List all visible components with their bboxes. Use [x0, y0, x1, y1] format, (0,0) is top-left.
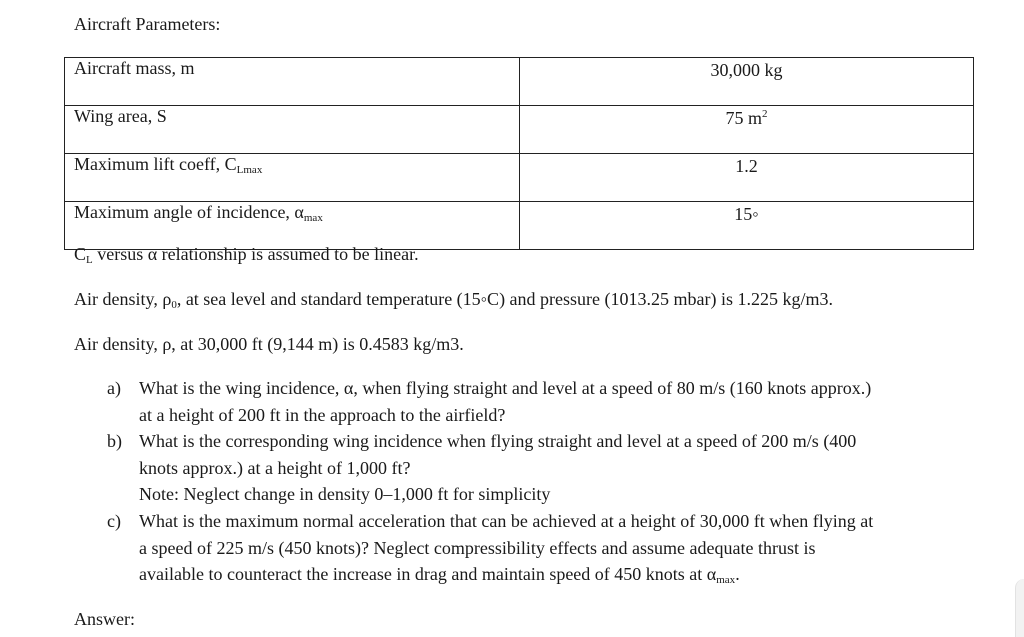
question-a-letter: a) [107, 378, 121, 398]
table-row [65, 154, 974, 202]
altitude-density-note: Air density, ρ, at 30,000 ft (9,144 m) is 0.4583 kg/m3. [74, 334, 464, 354]
question-c-text: What is the maximum normal acceleration that can be achieved at a height of 30,000 ft when flying at a speed of 225 m/s (450 knots)? Neglect compressibility effects and assume adequate thrust is available to counteract the increase in drag and maintain speed of 450 knots at $\alpha_{max}$. [139, 511, 874, 586]
param-label: Aircraft mass, m [65, 58, 520, 106]
param-value: 30,000 kg [520, 58, 974, 106]
question-b-letter: b) [107, 431, 122, 451]
param-label: Wing area, S [65, 106, 520, 154]
question-c-letter: c) [107, 511, 121, 531]
question-b-text: What is the corresponding wing incidence when flying straight and level at a speed of 200 m/s (400 knots approx.) at a height of 1,000 ft? Note: Neglect change in density 0–1,000 ft for simplicity [139, 431, 857, 504]
parameters-table [64, 57, 974, 250]
scrollbar-corner[interactable] [1015, 579, 1024, 637]
param-value: 15◦ [520, 202, 974, 250]
table-row [65, 58, 974, 106]
answer-label: Answer: [74, 609, 135, 629]
section-heading: Aircraft Parameters: [74, 14, 221, 34]
table-row [65, 106, 974, 154]
param-value: 75 $m^2$ [520, 106, 974, 154]
sea-level-density-note: Air density, $\rho_0$, at sea level and standard temperature (15◦C) and pressure (1013.25 mbar) is 1.225 kg/m3. [74, 289, 834, 311]
param-label: Maximum lift coeff, $C_{Lmax}$ [65, 154, 520, 202]
param-label: Maximum angle of incidence, $\alpha_{max}$ [65, 202, 520, 250]
param-value: 1.2 [520, 154, 974, 202]
question-a-text: What is the wing incidence, α, when flying straight and level at a speed of 80 m/s (160 knots approx.) at a height of 200 ft in the approach to the airfield? [139, 378, 872, 425]
cl-linear-note: $C_L$ versus α relationship is assumed to be linear. [74, 244, 419, 266]
